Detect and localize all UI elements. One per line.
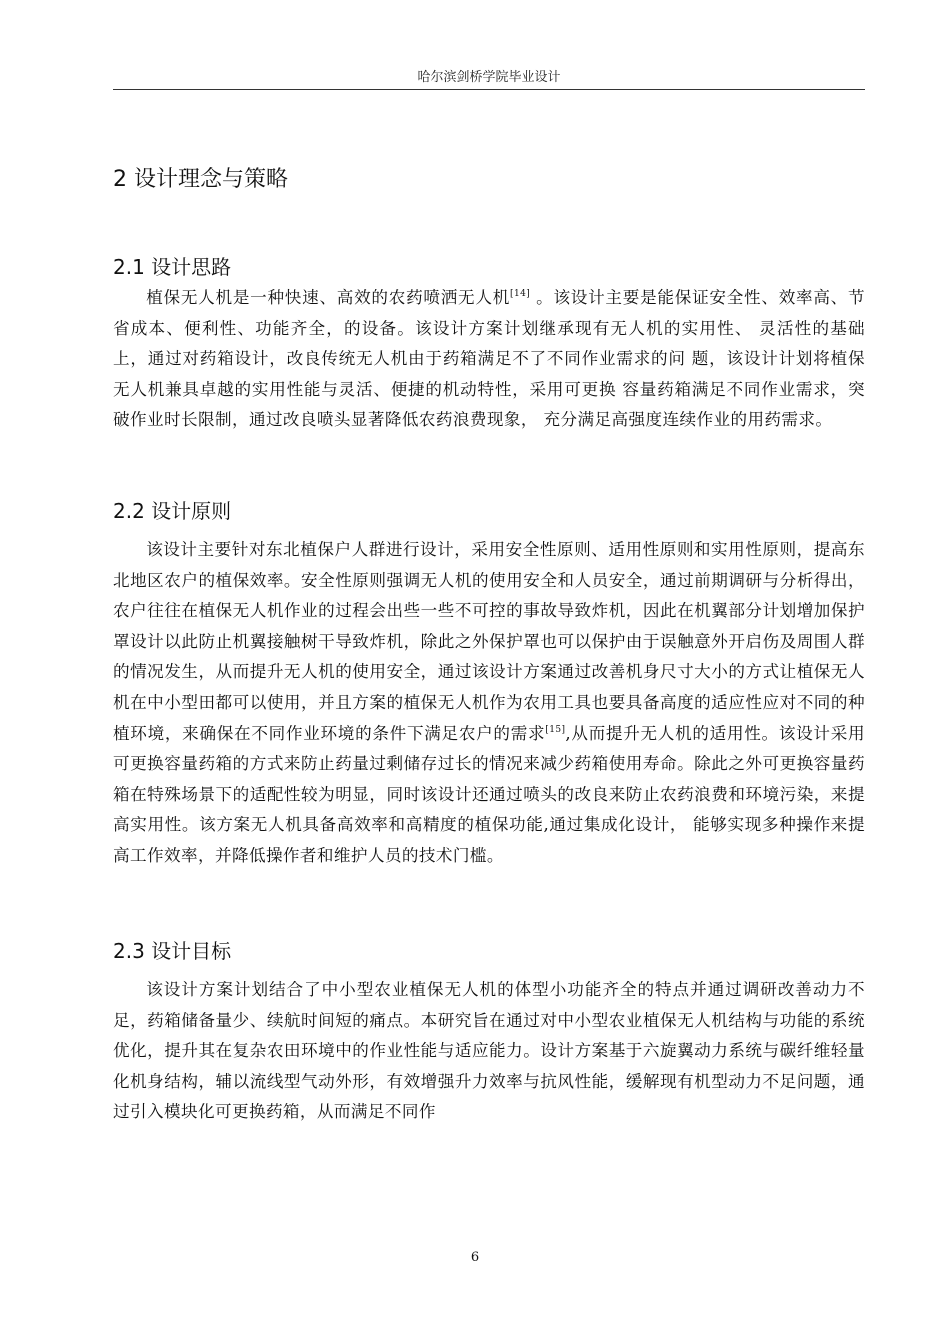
paragraph-text: 该设计主要针对东北植保户人群进行设计，采用安全性原则、适用性原则和实用性原则，提高东北地区农户的植保效率。安全性原则强调无人机的使用安全和人员安全，通过前期调研与分析得出，农户往往在植保无人机作业的过程会出些一些不可控的事故导致炸机，因此在机翼部分计划增加保护罩设计以此防止机翼接触树干导致炸机，除此之外保护罩也可以保护由于误触意外开启伤及周围人群的情况发生，从而提升无人机的使用安全，通过该设计方案通过改善机身尺寸大小的方式让植保无人机在中小型田都可以使用，并且方案的植保无人机作为农用工具也要具备高度的适应性应对不同的种植环境，来确保在不同作业环境的条件下满足农户的需求 xyxy=(113,540,865,743)
section-heading-2-1: 2.1 设计思路 xyxy=(113,255,232,279)
section-2-1-paragraph xyxy=(113,283,865,436)
header-rule xyxy=(113,89,865,90)
section-2-2-paragraph xyxy=(113,535,865,872)
page-number: 6 xyxy=(470,1250,480,1265)
citation-ref-15: [15] xyxy=(545,724,566,735)
section-2-3-paragraph: 该设计方案计划结合了中小型农业植保无人机的体型小功能齐全的特点并通过调研改善动力不足，药箱储备量少、续航时间短的痛点。本研究旨在通过对中小型农业植保无人机结构与功能的系统优化，提升其在复杂农田环境中的作业性能与适应能力。设计方案基于六旋翼动力系统与碳纤维轻量化机身结构，辅以流线型气动外形，有效增强升力效率与抗风性能，缓解现有机型动力不足问题，通过引入模块化可更换药箱，从而满足不同作 xyxy=(113,980,865,1122)
paragraph-text: 。该设计主要是能保证安全性、效率高、节省成本、便利性、功能齐全，的设备。该设计方案计划继承现有无人机的实用性、 灵活性的基础上，通过对药箱设计，改良传统无人机由于药箱满足不了不同作业需求的问 题，该设计计划将植保无人机兼具卓越的实用性能与灵活、便捷的机动特性，采用可更换 容量药箱满足不同作业需求，突破作业时长限制，通过改良喷头显著降低农药浪费现象， 充分满足高强度连续作业的用药需求。 xyxy=(113,288,865,430)
page-header: 哈尔滨剑桥学院毕业设计 xyxy=(417,70,561,85)
section-heading-2-2: 2.2 设计原则 xyxy=(113,499,232,523)
chapter-title: 2 设计理念与策略 xyxy=(113,167,288,192)
section-heading-2-3: 2.3 设计目标 xyxy=(113,939,232,963)
paragraph-text: 植保无人机是一种快速、高效的农药喷洒无人机 xyxy=(146,288,511,307)
paragraph-text: ,从而提升无人机的适用性。该设计采用可更换容量药箱的方式来防止药量过剩储存过长的情况来减少药箱使用寿命。除此之外可更换容量药箱在特殊场景下的适配性较为明显，同时该设计还通过喷头的改良来防止农药浪费和环境污染，来提高实用性。该方案无人机具备高效率和高精度的植保功能,通过集成化设计， 能够实现多种操作来提高工作效率，并降低操作者和维护人员的技术门槛。 xyxy=(113,723,866,865)
citation-ref-14: [14] xyxy=(510,289,531,299)
